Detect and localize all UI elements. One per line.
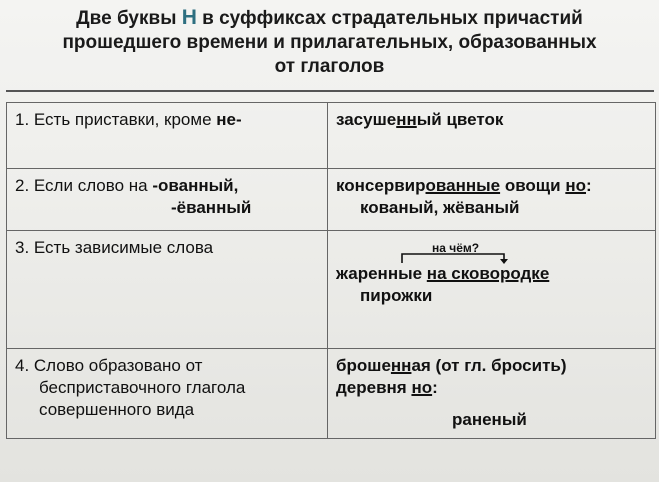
- rule-text: 4. Слово образовано от: [15, 356, 203, 375]
- rule-cell: [7, 169, 328, 231]
- rule-text: 1. Есть приставки, кроме: [15, 110, 217, 129]
- dependency-arrow: [336, 237, 647, 263]
- example-underlined: нн: [390, 356, 412, 375]
- rule-cell: [7, 231, 328, 349]
- rules-table: [6, 102, 656, 439]
- example-text: :: [586, 176, 592, 195]
- example-cell: [328, 231, 656, 349]
- example-cell: [328, 349, 656, 439]
- example-cell: [328, 103, 656, 169]
- table-row: [7, 103, 656, 169]
- example-text: засуше: [336, 110, 397, 129]
- page-title: [0, 6, 659, 79]
- rule-bold-text: -ёванный: [171, 198, 252, 217]
- table-row: [7, 169, 656, 231]
- rule-text: 2. Если слово на: [15, 176, 153, 195]
- rule-text: совершенного вида: [39, 400, 195, 419]
- bracket-arrow-icon: [336, 251, 536, 265]
- example-underlined: на сковородке: [426, 264, 550, 283]
- title-line-1: [0, 6, 659, 31]
- rule-bold-text: не-: [216, 110, 242, 129]
- rule-cell: [7, 103, 328, 169]
- question-label: на чём?: [432, 241, 480, 255]
- example-text: раненый: [452, 410, 527, 429]
- title-text: Две буквы: [76, 8, 182, 29]
- example-text: консервир: [336, 176, 426, 195]
- example-underlined: нн: [396, 110, 417, 129]
- example-text: кованый, жёваный: [360, 198, 520, 217]
- example-text: ый цветок: [416, 110, 504, 129]
- table-row: [7, 231, 656, 349]
- example-underlined: ованные: [425, 176, 501, 195]
- title-text: в суффиксах страдательных причастий: [196, 8, 583, 29]
- rule-cell: [7, 349, 328, 439]
- title-line-2: прошедшего времени и прилагательных, образованных: [62, 32, 597, 53]
- example-text: жаренные: [336, 264, 427, 283]
- rule-text: 3. Есть зависимые слова: [15, 238, 214, 257]
- example-underlined: но: [411, 378, 433, 397]
- example-cell: [328, 169, 656, 231]
- title-line-3: от глаголов: [274, 56, 385, 77]
- table-row: [7, 349, 656, 439]
- example-text: деревня: [336, 378, 412, 397]
- rule-text: бесприставочного глагола: [39, 378, 246, 397]
- example-text: броше: [336, 356, 391, 375]
- example-underlined: но: [565, 176, 586, 195]
- example-text: :: [432, 378, 438, 397]
- title-highlight-letter: Н: [181, 6, 197, 29]
- title-divider: [6, 90, 654, 92]
- rule-bold-text: -ованный,: [152, 176, 239, 195]
- example-text: пирожки: [360, 286, 433, 305]
- example-text: ая (от гл. бросить): [411, 356, 567, 375]
- example-text: овощи: [500, 176, 566, 195]
